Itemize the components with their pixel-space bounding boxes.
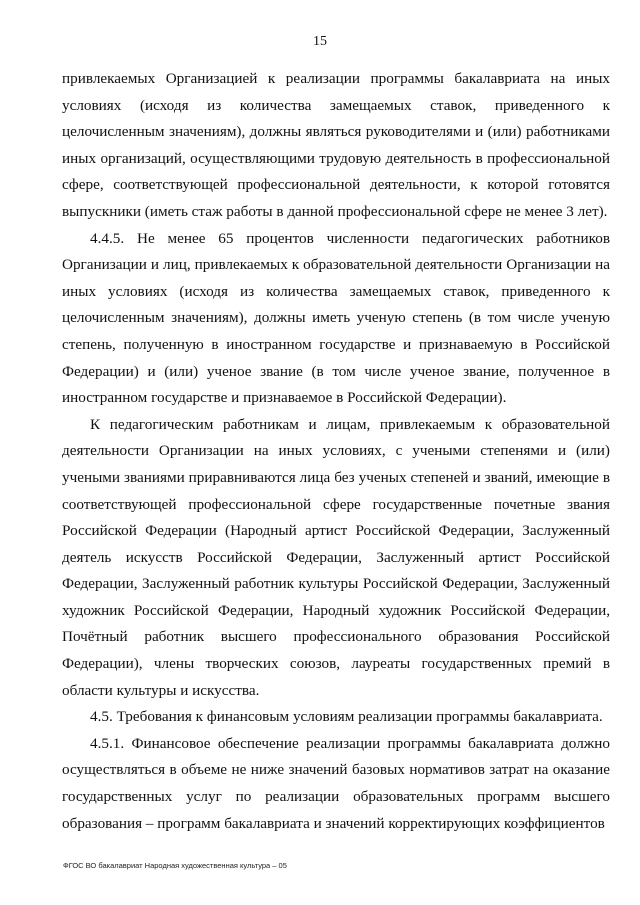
body-text [62, 66, 610, 837]
paragraph-equivalence: К педагогическим работникам и лицам, привлекаемым к образовательной деятельности Организации на иных условиях, с учеными степенями и (или) учеными званиями приравниваются лица без ученых степеней и званий, имеющие в соответствующей профессиональной сфере государственные почетные звания Российской Федерации (Народный артист Российской Федерации, Заслуженный деятель искусств Российской Федерации, Заслуженный артист Российской Федерации, Заслуженный работник культуры Российской Федерации, Заслуженный художник Российской Федерации, Народный художник Российской Федерации, Почётный работник высшего профессионального образования Российской Федерации), члены творческих союзов, лауреаты государственных премий в области культуры и искусства. [62, 415, 610, 699]
paragraph-4-5-1: 4.5.1. Финансовое обеспечение реализации программы бакалавриата должно осуществляться в объеме не ниже значений базовых нормативов затрат на оказание государственных услуг по реализации образовательных программ высшего образования – программ бакалавриата и значений корректирующих коэффициентов [62, 734, 610, 832]
section-heading-4-5: 4.5. Требования к финансовым условиям реализации программы бакалавриата. [90, 708, 603, 726]
page-footer: ФГОС ВО бакалавриат Народная художественная культура – 05 [63, 861, 287, 870]
paragraph-4-4-5: 4.4.5. Не менее 65 процентов численности педагогических работников Организации и лиц, привлекаемых к образовательной деятельности Организации на иных условиях (исходя из количества замещаемых ставок, приведенного к целочисленным значениям), должны иметь ученую степень (в том числе ученую степень, полученную в иностранном государстве и признаваемую в Российской Федерации) и (или) ученое звание (в том числе ученое звание, полученное в иностранном государстве и признаваемое в Российской Федерации). [62, 229, 610, 407]
paragraph-continuation: привлекаемых Организацией к реализации программы бакалавриата на иных условиях (исходя из количества замещаемых ставок, приведенного к целочисленным значениям), должны являться руководителями и (или) работниками иных организаций, осуществляющими трудовую деятельность в профессиональной сфере, соответствующей профессиональной деятельности, к которой готовятся выпускники (иметь стаж работы в данной профессиональной сфере не менее 3 лет). [62, 70, 610, 220]
page-number: 15 [313, 34, 327, 49]
